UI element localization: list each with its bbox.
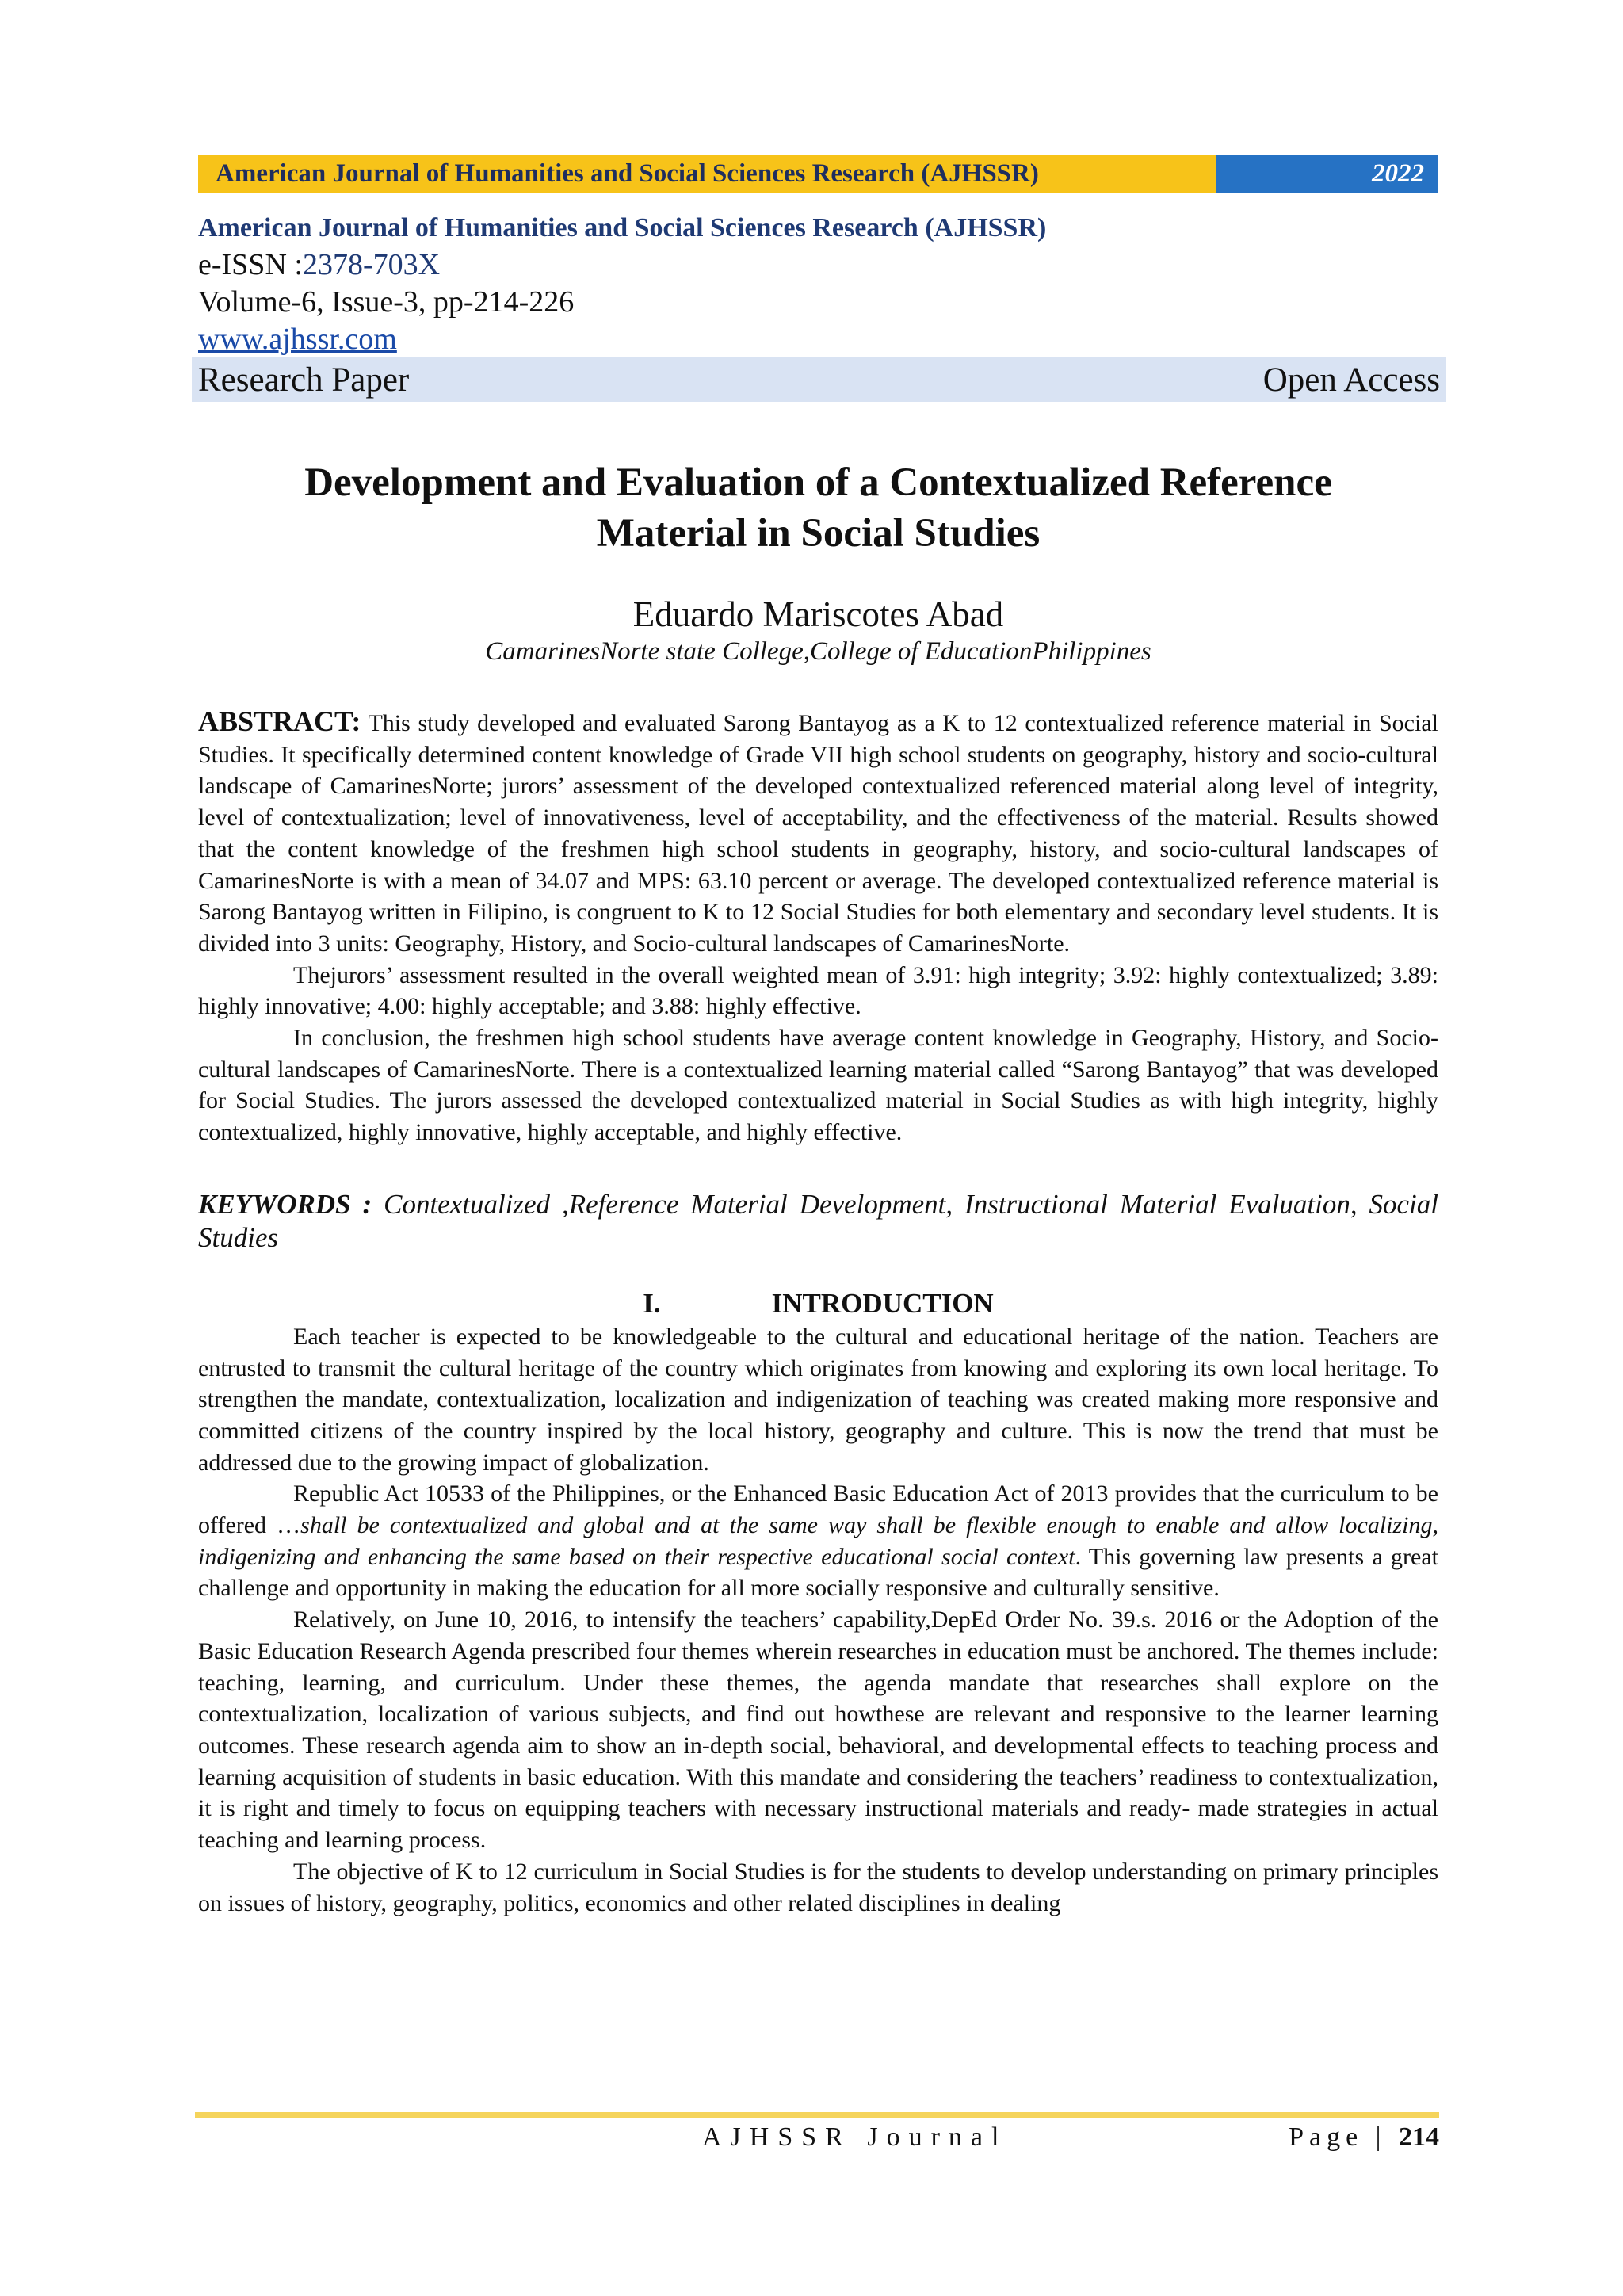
issn-line — [198, 246, 1438, 284]
intro-p2-text-a: Republic Act 10533 of the Philippines, or the Enhanced Basic Education Act of 2013 provides that the curriculum to be offered … — [198, 1480, 1438, 1539]
abstract — [198, 706, 1438, 1148]
keywords-label: KEYWORDS : — [198, 1188, 372, 1220]
intro-p2-text-b: . This governing law presents a great challenge and opportunity in making the education for all more socially responsive and culturally sensitive. — [198, 1543, 1438, 1602]
footer-rule — [195, 2112, 1439, 2118]
title-line-2: Material in Social Studies — [596, 511, 1041, 556]
footer-page — [1289, 2122, 1439, 2153]
title-line-1: Development and Evaluation of a Contextualized Reference — [304, 460, 1332, 505]
keywords — [198, 1188, 1438, 1255]
issn-value: 2378-703X — [302, 248, 441, 281]
paper-title — [198, 457, 1438, 559]
page-content — [198, 155, 1438, 1919]
introduction-body — [198, 1321, 1438, 1919]
intro-paragraph-3: Relatively, on June 10, 2016, to intensify the teachers’ capability,DepEd Order No. 39.s. 2016 or the Adoption of the Basic Education Research Agenda prescribed four themes wherein researches in education must be anchored. The themes include: teaching, learning, and curriculum. Under these themes, the agenda mandate that researches shall explore on the contextualization, localization of various subjects, and find out howthese are relevant and responsive to the learner learning outcomes. These research agenda aim to show an in-depth social, behavioral, and developmental effects to teaching process and learning acquisition of students in basic education. With this mandate and considering the teachers’ readiness to contextualization, it is right and timely to focus on equipping teachers with necessary instructional materials and ready- made strategies in actual teaching and learning process. — [198, 1606, 1438, 1854]
keywords-text: Contextualized ,Reference Material Development, Instructional Material Evaluation, Social Studies — [198, 1188, 1438, 1253]
footer-journal: AJHSSR Journal — [702, 2122, 1008, 2152]
footer-row — [195, 2122, 1439, 2153]
intro-p2-quote: shall be contextualized and global and at the same way shall be flexible enough to enable and allow localizing, indigenizing and enhancing the same based on their respective educational social context — [198, 1512, 1438, 1570]
paper-type: Research Paper — [198, 361, 410, 399]
banner-journal-title: American Journal of Humanities and Social Sciences Research (AJHSSR) — [198, 155, 1216, 193]
abstract-paragraph-3: In conclusion, the freshmen high school students have average content knowledge in Geography, History, and Socio-cultural landscapes of CamarinesNorte. There is a contextualized learning material called “Sarong Bantayog” that was developed for Social Studies. The jurors assessed the developed contextualized material in Social Studies as with high integrity, highly contextualized, highly innovative, highly acceptable, and highly effective. — [198, 1025, 1438, 1146]
abstract-label: ABSTRACT: — [198, 705, 361, 737]
intro-paragraph-1: Each teacher is expected to be knowledgeable to the cultural and educational heritage of the nation. Teachers are entrusted to transmit the cultural heritage of the country which originates from knowing and exploring its own local heritage. To strengthen the mandate, contextualization, localization and indigenization of teaching was created making more responsive and committed citizens of the country inspired by the local history, geography and culture. This is now the trend that must be addressed due to the growing impact of globalization. — [198, 1323, 1438, 1476]
abstract-paragraph-1 — [198, 706, 1438, 960]
website-link[interactable]: www.ajhssr.com — [198, 323, 397, 356]
author-affiliation: CamarinesNorte state College,College of EducationPhilippines — [485, 637, 1151, 666]
section-title: INTRODUCTION — [771, 1287, 994, 1319]
abstract-paragraph-2: Thejurors’ assessment resulted in the overall weighted mean of 3.91: high integrity; 3.92: highly contextualized; 3.89: highly innovative; 4.00: highly acceptable; and 3.88: highly effective. — [198, 961, 1438, 1020]
page-footer — [195, 2112, 1439, 2153]
author-name: Eduardo Mariscotes Abad — [632, 594, 1004, 634]
footer-page-label: Page | — [1289, 2122, 1399, 2152]
banner-year: 2022 — [1216, 155, 1438, 193]
journal-banner — [198, 155, 1438, 193]
access-type: Open Access — [1262, 361, 1440, 399]
issn-label: e-ISSN : — [198, 248, 303, 281]
paper-type-bar — [192, 357, 1446, 402]
volume-line: Volume-6, Issue-3, pp-214-226 — [198, 285, 575, 319]
footer-page-number: 214 — [1399, 2122, 1439, 2152]
intro-paragraph-2 — [198, 1478, 1438, 1604]
intro-paragraph-4: The objective of K to 12 curriculum in Social Studies is for the students to develop understanding on primary principles on issues of history, geography, politics, economics and other related disciplines in dealing — [198, 1858, 1438, 1916]
section-heading — [198, 1286, 1438, 1321]
abstract-text-1: This study developed and evaluated Sarong Bantayog as a K to 12 contextualized reference material in Social Studies. It specifically determined content knowledge of Grade VII high school students on geography, history and socio-cultural landscape of CamarinesNorte; jurors’ assessment of the developed contextualized referenced material along level of integrity, level of contextualization; level of innovativeness, level of acceptability, and the effectiveness of the material. Results showed that the content knowledge of the freshmen high school students in geography, history, and socio-cultural landscapes of CamarinesNorte is with a mean of 34.07 and MPS: 63.10 percent or average. The developed contextualized reference material is Sarong Bantayog written in Filipino, is congruent to K to 12 Social Studies for both elementary and secondary level students. It is divided into 3 units: Geography, History, and Socio-cultural landscapes of CamarinesNorte. — [198, 710, 1438, 957]
section-number: I. — [643, 1287, 661, 1319]
journal-name: American Journal of Humanities and Social Sciences Research (AJHSSR) — [198, 213, 1047, 243]
